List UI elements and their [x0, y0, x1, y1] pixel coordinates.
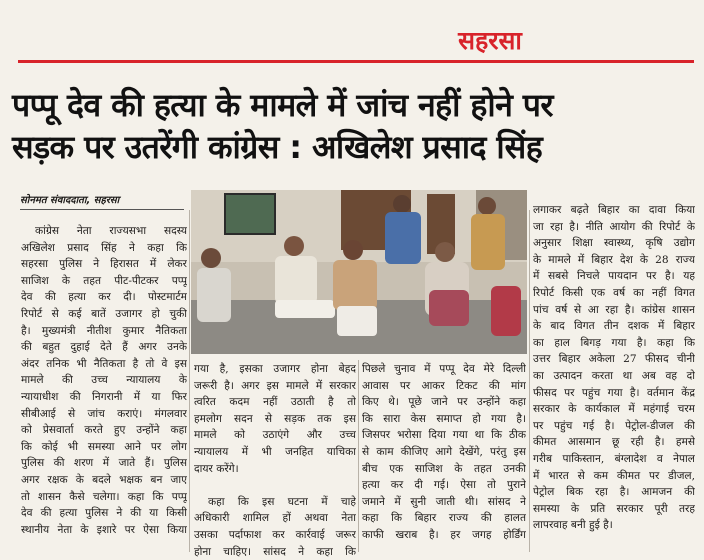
- text-line: अनुसार शिक्षा स्वास्थ्य, कृषि उद्योग: [533, 237, 695, 250]
- text-line: कीमत आसमान छू रही है। हमसे: [533, 436, 695, 449]
- text-line: देव की हत्या पुलिस ने की या किसी: [21, 507, 187, 520]
- text-line: गरीब पाकिस्तान, बंग्लादेश व नेपाल: [533, 452, 695, 465]
- photo-scene: [191, 190, 527, 354]
- text-line: में भारत से कम कीमत पर डीजल,: [533, 469, 695, 482]
- column-divider: [189, 210, 190, 552]
- text-line: आवास पर आकर टिकट की मांग: [362, 379, 526, 392]
- headline-line-2: सड़क पर उतरेंगी कांग्रेस : अखिलेश प्रसाद सिंह: [12, 128, 543, 166]
- text-line: सीबीआई से जांच कराएं। मंगलवार: [21, 407, 187, 420]
- byline: सोनमत संवाददाता, सहरसा: [20, 195, 120, 206]
- text-line: पांच वर्ष से आ रहा है। कांग्रेस शासन: [533, 303, 695, 316]
- text-line: कहा कि इस घटना में चाहे: [208, 495, 356, 508]
- text-line: हमलोग सदन से सड़क तक इस: [194, 412, 356, 425]
- text-line: हत्या कर दी गई। ऐसा तो पुराने: [362, 479, 526, 492]
- text-line: उसका पर्दाफाश कर कार्रवाई जरूर: [194, 528, 356, 541]
- headline-line-1: पप्पू देव की हत्या के मामले में जांच नहीं होने पर: [12, 86, 553, 124]
- text-line: है। मुख्यमंत्री नीतीश कुमार नैतिकता: [21, 324, 187, 337]
- text-line: कहा कि बिहार राज्य की हालत: [362, 512, 526, 525]
- text-line: रिपोर्ट किसी एक वर्ष का नहीं विगत: [533, 286, 695, 299]
- text-line: अगर रक्षक के बदले भक्षक बन जाए: [21, 473, 187, 486]
- news-photo: [191, 190, 527, 354]
- text-line: तो शासन कैसे चलेगा। कहा कि पप्पू: [21, 490, 187, 503]
- text-line: का उत्पादन करता था अब वह दो: [533, 369, 695, 382]
- text-line: पर पहुंच गई है। पेट्रोल-डीजल की: [533, 419, 695, 432]
- dateline-city: सहरसा: [458, 26, 522, 55]
- article-column-3: [362, 361, 526, 544]
- text-line: गया है, इसका उजागर होना बेहद: [194, 363, 356, 375]
- text-line: न्यायाधीश की निगरानी में या फिर: [21, 390, 187, 403]
- column-divider: [358, 360, 359, 552]
- dateline-rule: [18, 60, 694, 63]
- text-line: त्वरित कदम नहीं उठाती है तो: [194, 396, 356, 409]
- text-line: में सबसे निचले पायदान पर है। यह: [533, 270, 695, 283]
- text-line: जरूरी है। अगर इस मामले में सरकार: [194, 379, 356, 392]
- text-line: को प्रेसवार्ता करते हुए उन्होंने कहा: [21, 424, 187, 437]
- text-line: समस्या के प्रति सरकार पूरी तरह: [533, 502, 695, 515]
- text-line: न्यायालय में भी जनहित याचिका: [194, 445, 356, 458]
- text-line: के बाद विगत तीन दशक में बिहार: [533, 320, 695, 333]
- article-column-4: [533, 202, 695, 534]
- text-line: लगाकर बढ़ते बिहार का दावा किया: [533, 204, 695, 216]
- text-line: कांग्रेस नेता राज्यसभा सदस्य: [35, 225, 187, 237]
- text-line: पिछले चुनाव में पप्पू देव मेरे दिल्ली: [362, 363, 526, 375]
- text-line: उत्तर बिहार अकेला 27 फीसद चीनी: [533, 353, 695, 366]
- byline-rule: [20, 209, 184, 210]
- text-line: जा रहा है। नीति आयोग की रिपोर्ट के: [533, 220, 695, 233]
- text-line: मामले को उठाएंगे और उच्च: [194, 429, 356, 442]
- article-column-1: [21, 223, 187, 538]
- text-line: अखिलेश प्रसाद सिंह ने कहा कि: [21, 241, 187, 254]
- text-line: रिपोर्ट से कई बातें उजागर हो चुकी: [21, 307, 187, 320]
- text-line: [194, 477, 356, 494]
- text-line: पेट्रोल बिक रहा है। आमजन की: [533, 486, 695, 499]
- article-column-2: [194, 361, 356, 560]
- text-line: अधिकारी शामिल हों अथवा नेता: [194, 512, 356, 525]
- text-line: स्थानीय नेता के इशारे पर ऐसा किया: [21, 523, 187, 536]
- text-line: देव की हत्या कर दी। पोस्टमार्टम: [21, 291, 187, 304]
- text-line: का हाल बिगड़ गया है। कहा कि: [533, 336, 695, 349]
- text-line: किए थे। पूछे जाने पर उन्होंने कहा: [362, 396, 526, 409]
- text-line: से काम कीजिए आगे देखेंगे, परंतु इस: [362, 445, 526, 458]
- text-line: बीच एक साजिश के तहत उनकी: [362, 462, 526, 475]
- text-line: काफी खराब है। हर जगह होर्डिंग: [362, 528, 526, 541]
- text-line: पुलिस की शरण में जाते हैं। पुलिस: [21, 457, 187, 470]
- text-line: लापरवाह बनी हुई है।: [533, 519, 613, 532]
- text-line: होना चाहिए। सांसद ने कहा कि: [194, 545, 356, 558]
- text-line: फीसद पर पहुंच गया है। वर्तमान केंद्र: [533, 386, 695, 399]
- text-line: कि कोई भी समस्या आने पर लोग: [21, 440, 187, 453]
- headline: [12, 84, 696, 168]
- text-line: जिसपर भरोसा दिया गया था कि ठीक: [362, 429, 526, 442]
- text-line: मामले की उच्च न्यायालय के: [21, 374, 187, 387]
- text-line: दायर करेंगे।: [194, 462, 239, 475]
- text-line: के मामले में बिहार देश के 28 राज्य: [533, 253, 695, 266]
- text-line: की बहुत दुहाई देते हैं अगर उनके: [21, 341, 187, 354]
- text-line: सरकार के कार्यकाल में महंगाई चरम: [533, 403, 695, 416]
- text-line: सहरसा पुलिस ने हिरासत में लेकर: [21, 258, 187, 271]
- column-divider: [529, 210, 530, 552]
- text-line: कि सारा केस समाप्त हो गया है।: [362, 412, 526, 425]
- text-line: जमाने में सुनी जाती थी। सांसद ने: [362, 495, 526, 508]
- text-line: अंदर तनिक भी नैतिकता है तो वे इस: [21, 357, 187, 370]
- text-line: साजिश के तहत पीट-पीटकर पप्पू: [21, 274, 187, 287]
